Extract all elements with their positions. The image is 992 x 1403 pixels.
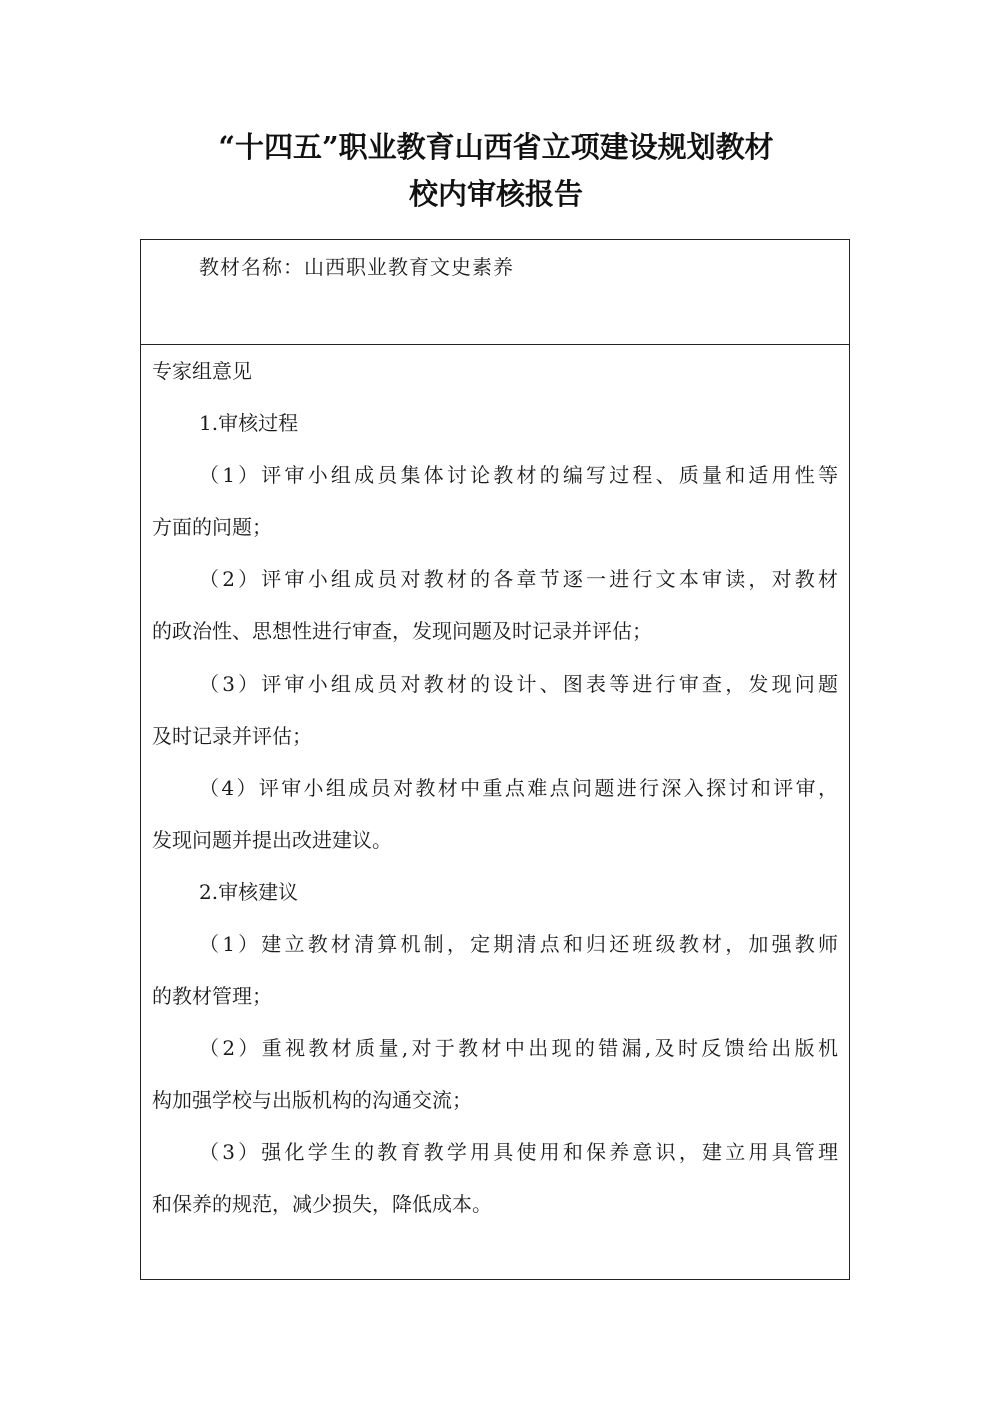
textbook-name-line — [199, 252, 514, 282]
expert-opinion-cell — [141, 345, 849, 1279]
section2-item2-line1: （2）重视教材质量,对于教材中出现的错漏,及时反馈给出版机 — [199, 1036, 838, 1060]
section1-item1-line2: 方面的问题； — [152, 515, 272, 539]
section2-item3-line1: （3）强化学生的教育教学用具使用和保养意识，建立用具管理 — [199, 1140, 838, 1164]
section1-item3-line2: 及时记录并评估； — [152, 724, 312, 748]
section2-item1-line2: 的教材管理； — [152, 984, 272, 1008]
section1-item4-line2: 发现问题并提出改进建议。 — [152, 828, 392, 852]
section1-item3-line1: （3）评审小组成员对教材的设计、图表等进行审查，发现问题 — [199, 672, 838, 696]
section1-item4-line1: （4）评审小组成员对教材中重点难点问题进行深入探讨和评审， — [199, 776, 838, 800]
report-title-line1: “十四五”职业教育山西省立项建设规划教材 — [218, 130, 774, 164]
review-table — [140, 239, 850, 1280]
section2-title: 2.审核建议 — [199, 880, 299, 904]
section2-item3-line2: 和保养的规范，减少损失，降低成本。 — [152, 1192, 492, 1216]
section1-item2-line1: （2）评审小组成员对教材的各章节逐一进行文本审读，对教材 — [199, 567, 838, 591]
section1-item1-line1: （1）评审小组成员集体讨论教材的编写过程、质量和适用性等 — [199, 463, 838, 487]
section1-item2-line2: 的政治性、思想性进行审查，发现问题及时记录并评估； — [152, 619, 652, 643]
expert-opinion-heading: 专家组意见 — [152, 359, 252, 383]
textbook-name-value: 山西职业教育文史素养 — [304, 255, 514, 279]
section1-title: 1.审核过程 — [199, 411, 299, 435]
report-title-line2: 校内审核报告 — [408, 177, 583, 211]
section2-item2-line2: 构加强学校与出版机构的沟通交流； — [152, 1088, 472, 1112]
section2-item1-line1: （1）建立教材清算机制，定期清点和归还班级教材，加强教师 — [199, 932, 838, 956]
textbook-name-label: 教材名称： — [199, 255, 304, 279]
textbook-name-row — [141, 240, 849, 345]
